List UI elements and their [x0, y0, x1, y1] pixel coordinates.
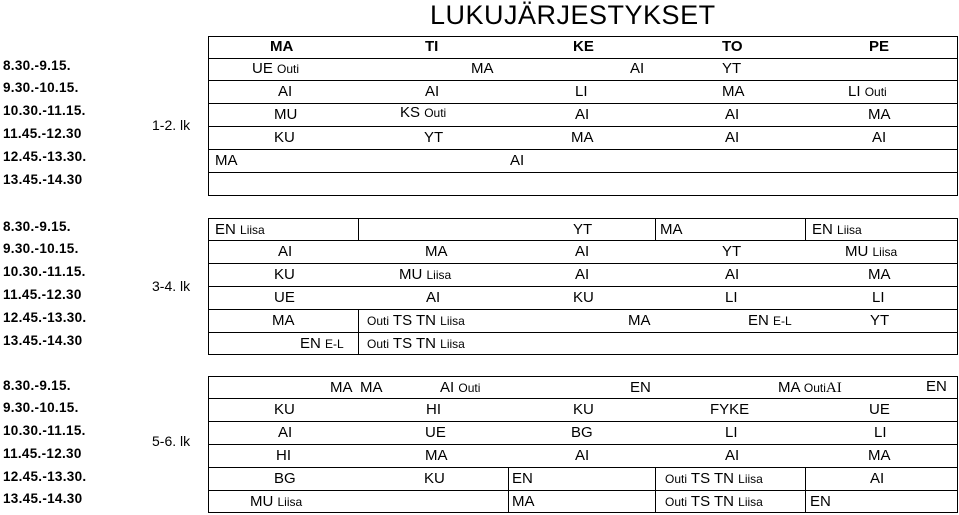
col-divider	[655, 218, 656, 240]
lesson-cell: HI	[276, 447, 291, 464]
time-label: 10.30.-11.15.	[3, 423, 86, 438]
lesson-cell: MA	[425, 447, 448, 464]
lesson-cell: AI	[630, 60, 645, 77]
time-label: 9.30.-10.15.	[3, 241, 79, 256]
lesson-cell: AI	[575, 266, 590, 283]
lesson-cell: AI	[872, 129, 887, 146]
lesson-cell: AI	[725, 106, 740, 123]
lesson-cell: BG	[274, 470, 296, 487]
lesson-cell: Outi TS TN Liisa	[665, 493, 763, 510]
col-divider	[508, 467, 509, 513]
time-label: 11.45.-12.30	[3, 287, 82, 302]
lesson-cell: EN E-L	[748, 312, 792, 329]
lesson-cell: UE	[425, 424, 446, 441]
lesson-cell: LI	[872, 289, 885, 306]
day-header: TO	[722, 38, 743, 55]
lesson-cell: AI	[510, 152, 525, 169]
col-divider	[805, 218, 806, 240]
lesson-cell: EN Liisa	[215, 221, 265, 238]
lesson-cell: EN	[512, 470, 533, 487]
col-divider	[358, 218, 359, 240]
row-divider	[208, 263, 958, 264]
time-label: 9.30.-10.15.	[3, 400, 79, 415]
lesson-cell: MA	[868, 106, 891, 123]
time-label: 10.30.-11.15.	[3, 264, 86, 279]
lesson-cell: MA	[272, 312, 295, 329]
lesson-cell: MA	[660, 221, 683, 238]
lesson-cell: AI	[725, 266, 740, 283]
row-divider	[208, 467, 958, 468]
lesson-cell: Outi TS TN Liisa	[367, 335, 465, 352]
row-divider	[208, 240, 958, 241]
time-label: 8.30.-9.15.	[3, 219, 71, 234]
row-divider	[208, 444, 958, 445]
time-label: 8.30.-9.15.	[3, 378, 71, 393]
time-label: 12.45.-13.30.	[3, 149, 87, 164]
lesson-cell: UE	[274, 289, 295, 306]
lesson-cell: AI	[575, 447, 590, 464]
lesson-cell: LI	[725, 289, 738, 306]
row-divider	[208, 172, 958, 173]
lesson-cell: EN Liisa	[812, 221, 862, 238]
lesson-cell: MA	[571, 129, 594, 146]
row-divider	[208, 149, 958, 150]
lesson-cell: AI	[278, 424, 293, 441]
lesson-cell: KU	[573, 289, 594, 306]
col-divider	[655, 467, 656, 513]
lesson-cell: EN	[630, 379, 651, 396]
lesson-cell: YT	[870, 312, 890, 329]
lesson-cell: MA	[868, 266, 891, 283]
lesson-cell: EN	[810, 493, 831, 510]
lesson-cell: EN E-L	[300, 335, 344, 352]
lesson-cell: YT	[424, 129, 444, 146]
time-label: 10.30.-11.15.	[3, 103, 86, 118]
lesson-cell: MU Liisa	[250, 493, 303, 510]
lesson-cell: MA	[471, 60, 494, 77]
time-label: 9.30.-10.15.	[3, 80, 79, 95]
lesson-cell: LI	[575, 83, 588, 100]
time-label: 12.45.-13.30.	[3, 469, 87, 484]
lesson-cell: AI	[575, 243, 590, 260]
lesson-cell: BG	[571, 424, 593, 441]
grade-label-5-6: 5-6. lk	[152, 433, 191, 449]
time-label: 13.45.-14.30	[3, 333, 83, 348]
lesson-cell: MA	[628, 312, 651, 329]
lesson-cell: YT	[722, 60, 742, 77]
lesson-cell: EN	[926, 378, 947, 395]
lesson-cell: MA	[868, 447, 891, 464]
lesson-cell: AI	[426, 289, 441, 306]
row-divider	[208, 490, 958, 491]
lesson-cell: MA OutiAI	[778, 379, 842, 396]
lesson-cell: FYKE	[710, 401, 750, 418]
day-header: TI	[425, 38, 439, 55]
row-divider	[208, 421, 958, 422]
day-header: MA	[270, 38, 294, 55]
lesson-cell: YT	[573, 221, 593, 238]
lesson-cell: AI	[725, 129, 740, 146]
col-divider	[805, 467, 806, 513]
lesson-cell: LI	[725, 424, 738, 441]
day-header: PE	[869, 38, 890, 55]
row-divider	[208, 80, 958, 81]
time-label: 12.45.-13.30.	[3, 310, 87, 325]
lesson-cell: UE	[869, 401, 890, 418]
row-divider	[208, 398, 958, 399]
grade-label-3-4: 3-4. lk	[152, 278, 191, 294]
lesson-cell: MA	[425, 243, 448, 260]
row-divider	[208, 309, 958, 310]
lesson-cell: LI	[874, 424, 887, 441]
lesson-cell: MA	[215, 152, 238, 169]
lesson-cell: AI Outi	[440, 379, 481, 396]
lesson-cell: AI	[278, 83, 293, 100]
time-label: 13.45.-14.30	[3, 172, 83, 187]
row-divider	[208, 332, 958, 333]
time-label: 11.45.-12.30	[3, 126, 82, 141]
lesson-cell: AI	[278, 243, 293, 260]
lesson-cell: AI	[725, 447, 740, 464]
lesson-cell: UE Outi	[252, 60, 300, 77]
lesson-cell: KU	[424, 470, 445, 487]
lesson-cell: MA	[330, 379, 353, 396]
lesson-cell: AI	[425, 83, 440, 100]
lesson-cell: KU	[274, 401, 295, 418]
time-label: 11.45.-12.30	[3, 446, 82, 461]
lesson-cell: Outi TS TN Liisa	[665, 470, 763, 487]
row-divider	[208, 58, 958, 59]
lesson-cell: KU	[573, 401, 594, 418]
lesson-cell: MA	[512, 493, 535, 510]
page-title: LUKUJÄRJESTYKSET	[430, 0, 716, 30]
lesson-cell: KU	[274, 129, 295, 146]
lesson-cell: MA	[722, 83, 745, 100]
time-label: 8.30.-9.15.	[3, 58, 71, 73]
lesson-cell: KS Outi	[400, 104, 447, 121]
row-divider	[208, 286, 958, 287]
col-divider	[358, 309, 359, 355]
lesson-cell: MU Liisa	[845, 243, 898, 260]
lesson-cell: KU	[274, 266, 295, 283]
grade-label-1-2: 1-2. lk	[152, 117, 191, 133]
lesson-cell: LI Outi	[848, 83, 887, 100]
lesson-cell: YT	[722, 243, 742, 260]
time-label: 13.45.-14.30	[3, 491, 83, 506]
lesson-cell: AI	[575, 106, 590, 123]
lesson-cell: MU Liisa	[399, 266, 452, 283]
lesson-cell: HI	[426, 401, 441, 418]
row-divider	[208, 103, 958, 104]
day-header: KE	[573, 38, 594, 55]
lesson-cell: Outi TS TN Liisa	[367, 312, 465, 329]
lesson-cell: MU	[274, 106, 298, 123]
row-divider	[208, 126, 958, 127]
lesson-cell: AI	[870, 470, 885, 487]
lesson-cell: MA	[360, 379, 383, 396]
